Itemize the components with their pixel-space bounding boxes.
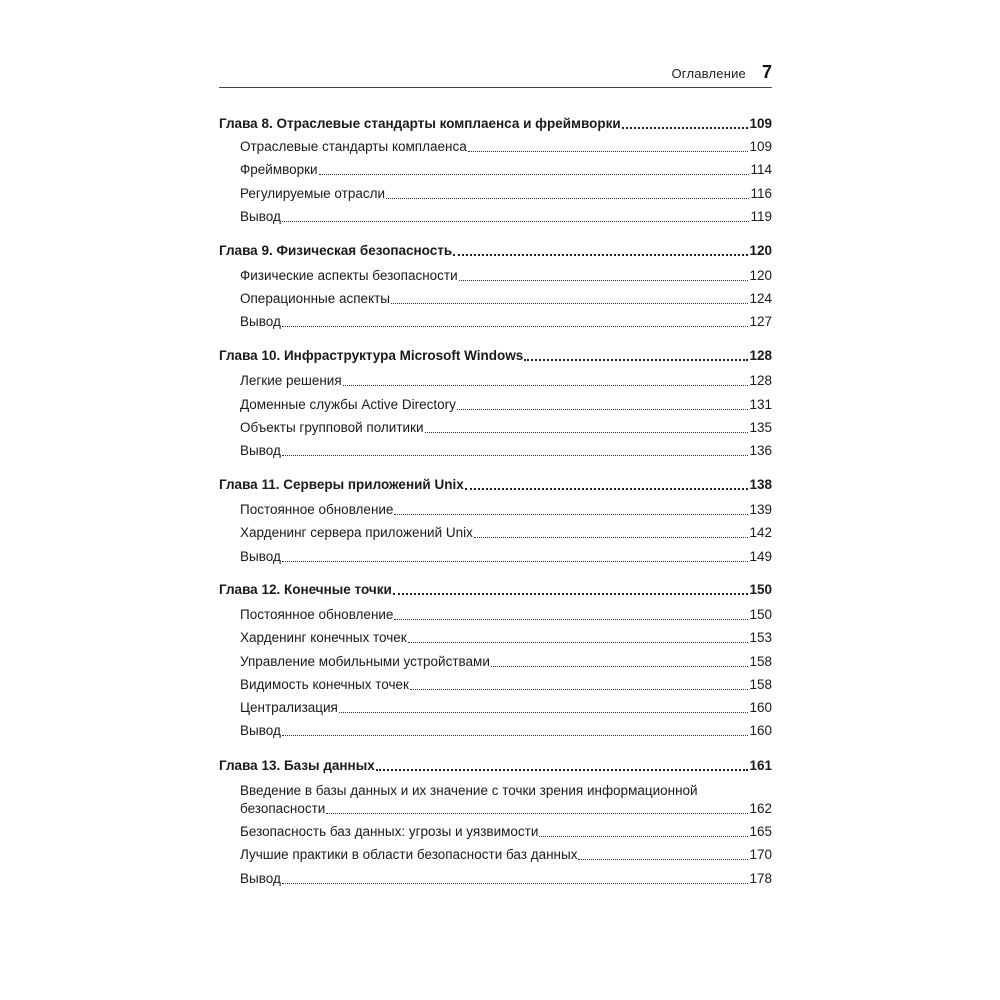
item-page: 150 bbox=[749, 607, 772, 622]
dot-leader bbox=[386, 197, 749, 199]
dot-leader bbox=[453, 253, 748, 256]
toc-item[interactable] bbox=[240, 677, 772, 693]
toc-item[interactable] bbox=[240, 209, 772, 225]
item-title: Вывод bbox=[240, 723, 281, 738]
item-title: Отраслевые стандарты комплаенса bbox=[240, 139, 467, 154]
chapter-title: Глава 12. Конечные точки bbox=[219, 582, 392, 597]
item-page: 160 bbox=[749, 700, 772, 715]
chapter-title: Глава 13. Базы данных bbox=[219, 758, 375, 773]
item-title: Постоянное обновление bbox=[240, 502, 394, 517]
book-page bbox=[219, 0, 772, 1000]
chapter-title: Глава 11. Серверы приложений Unix bbox=[219, 477, 464, 492]
item-page: 158 bbox=[749, 654, 772, 669]
dot-leader bbox=[282, 325, 749, 327]
dot-leader bbox=[622, 126, 749, 129]
chapter-page: 161 bbox=[749, 758, 772, 773]
item-title: Физические аспекты безопасности bbox=[240, 268, 458, 283]
item-title: Постоянное обновление bbox=[240, 607, 394, 622]
item-page: 153 bbox=[749, 630, 772, 645]
chapter-title: Глава 10. Инфраструктура Microsoft Windows bbox=[219, 348, 524, 363]
toc-item[interactable] bbox=[240, 549, 772, 565]
dot-leader bbox=[282, 734, 749, 736]
item-page: 128 bbox=[749, 373, 772, 388]
item-title: Вывод bbox=[240, 871, 281, 886]
item-page: 142 bbox=[749, 525, 772, 540]
dot-leader bbox=[394, 513, 748, 515]
item-title: Централизация bbox=[240, 700, 338, 715]
item-title: Регулируемые отрасли bbox=[240, 186, 385, 201]
toc-item[interactable] bbox=[240, 186, 772, 202]
toc-item[interactable] bbox=[240, 801, 772, 817]
dot-leader bbox=[578, 858, 748, 860]
chapter-page: 138 bbox=[749, 477, 772, 492]
toc-item[interactable] bbox=[240, 847, 772, 863]
dot-leader bbox=[465, 487, 749, 490]
dot-leader bbox=[410, 688, 749, 690]
dot-leader bbox=[343, 384, 749, 386]
item-page: 109 bbox=[749, 139, 772, 154]
item-page: 160 bbox=[749, 723, 772, 738]
toc-item[interactable] bbox=[240, 373, 772, 389]
toc-item[interactable] bbox=[240, 162, 772, 178]
item-title: Легкие решения bbox=[240, 373, 342, 388]
toc-item[interactable] bbox=[240, 314, 772, 330]
chapter-page: 150 bbox=[749, 582, 772, 597]
toc-chapter-8[interactable] bbox=[219, 116, 772, 132]
item-title: Вывод bbox=[240, 314, 281, 329]
dot-leader bbox=[468, 150, 749, 152]
dot-leader bbox=[425, 431, 749, 433]
chapter-page: 109 bbox=[749, 116, 772, 131]
toc-item[interactable] bbox=[240, 607, 772, 623]
item-page: 162 bbox=[749, 801, 772, 816]
dot-leader bbox=[282, 560, 749, 562]
dot-leader bbox=[394, 618, 748, 620]
header-rule bbox=[219, 87, 772, 88]
dot-leader bbox=[339, 711, 749, 713]
toc-item[interactable] bbox=[240, 630, 772, 646]
item-page: 165 bbox=[749, 824, 772, 839]
item-title: Харденинг сервера приложений Unix bbox=[240, 525, 473, 540]
item-title: Вывод bbox=[240, 549, 281, 564]
item-page: 135 bbox=[749, 420, 772, 435]
item-title-line1[interactable]: Введение в базы данных и их значение с точки зрения информационной bbox=[240, 783, 698, 798]
toc-chapter-11[interactable] bbox=[219, 477, 772, 493]
toc-chapter-9[interactable] bbox=[219, 243, 772, 259]
toc-item[interactable] bbox=[240, 871, 772, 887]
dot-leader bbox=[393, 592, 749, 595]
toc-item[interactable] bbox=[240, 700, 772, 716]
item-page: 158 bbox=[749, 677, 772, 692]
item-page: 136 bbox=[749, 443, 772, 458]
item-page: 178 bbox=[749, 871, 772, 886]
item-page: 139 bbox=[749, 502, 772, 517]
toc-item[interactable] bbox=[240, 139, 772, 155]
item-title-line2: безопасности bbox=[240, 801, 326, 816]
toc-item[interactable] bbox=[240, 502, 772, 518]
toc-item[interactable] bbox=[240, 824, 772, 840]
running-head-title: Оглавление bbox=[671, 66, 746, 81]
dot-leader bbox=[282, 220, 750, 222]
dot-leader bbox=[524, 358, 748, 361]
dot-leader bbox=[459, 279, 749, 281]
item-title: Доменные службы Active Directory bbox=[240, 397, 456, 412]
toc-item[interactable] bbox=[240, 654, 772, 670]
dot-leader bbox=[376, 768, 749, 771]
toc-chapter-10[interactable] bbox=[219, 348, 772, 364]
item-page: 149 bbox=[749, 549, 772, 564]
item-page: 131 bbox=[749, 397, 772, 412]
item-title: Лучшие практики в области безопасности баз данных bbox=[240, 847, 578, 862]
toc-chapter-13[interactable] bbox=[219, 758, 772, 774]
toc-chapter-12[interactable] bbox=[219, 582, 772, 598]
running-head bbox=[219, 62, 772, 86]
item-title: Операционные аспекты bbox=[240, 291, 391, 306]
chapter-title: Глава 8. Отраслевые стандарты комплаенса и фреймворки bbox=[219, 116, 621, 131]
dot-leader bbox=[282, 454, 749, 456]
dot-leader bbox=[457, 408, 749, 410]
toc-item[interactable] bbox=[240, 443, 772, 459]
dot-leader bbox=[282, 882, 749, 884]
page-number: 7 bbox=[761, 62, 772, 82]
item-page: 120 bbox=[749, 268, 772, 283]
chapter-title: Глава 9. Физическая безопасность bbox=[219, 243, 453, 258]
item-page: 127 bbox=[749, 314, 772, 329]
chapter-page: 120 bbox=[749, 243, 772, 258]
toc-item[interactable] bbox=[240, 268, 772, 284]
chapter-page: 128 bbox=[749, 348, 772, 363]
toc-item[interactable] bbox=[240, 397, 772, 413]
dot-leader bbox=[474, 536, 749, 538]
item-page: 114 bbox=[750, 162, 772, 177]
toc-item[interactable] bbox=[240, 291, 772, 307]
dot-leader bbox=[391, 302, 748, 304]
item-title: Видимость конечных точек bbox=[240, 677, 409, 692]
toc-item[interactable] bbox=[240, 723, 772, 739]
item-title: Вывод bbox=[240, 209, 281, 224]
dot-leader bbox=[408, 641, 749, 643]
item-page: 170 bbox=[749, 847, 772, 862]
item-title: Управление мобильными устройствами bbox=[240, 654, 490, 669]
item-title: Фреймворки bbox=[240, 162, 318, 177]
dot-leader bbox=[326, 812, 748, 814]
item-title: Объекты групповой политики bbox=[240, 420, 424, 435]
dot-leader bbox=[539, 835, 748, 837]
item-title: Вывод bbox=[240, 443, 281, 458]
toc-item[interactable] bbox=[240, 420, 772, 436]
item-title: Безопасность баз данных: угрозы и уязвимости bbox=[240, 824, 539, 839]
item-page: 116 bbox=[750, 186, 772, 201]
dot-leader bbox=[491, 665, 749, 667]
item-page: 119 bbox=[750, 209, 772, 224]
item-title: Харденинг конечных точек bbox=[240, 630, 407, 645]
dot-leader bbox=[319, 173, 750, 175]
item-page: 124 bbox=[749, 291, 772, 306]
toc-item[interactable] bbox=[240, 525, 772, 541]
